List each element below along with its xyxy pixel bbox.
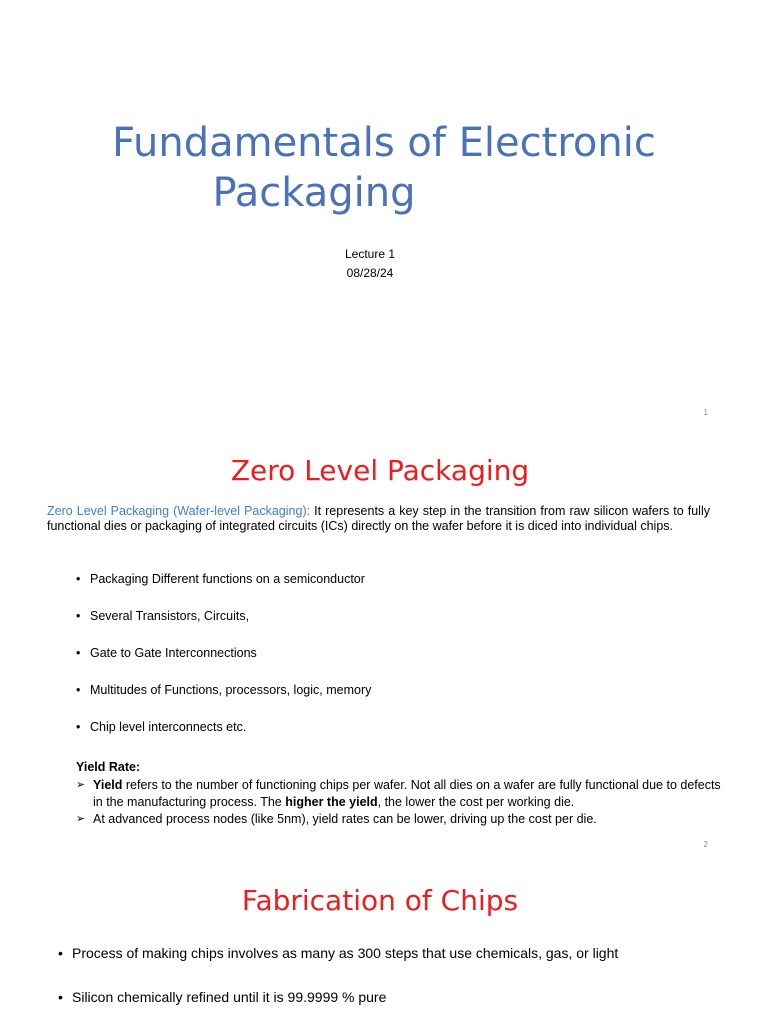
- list-item: ➢ At advanced process nodes (like 5nm), yield rates can be lower, driving up the cost per die.: [76, 812, 597, 826]
- bullet-icon: •: [76, 720, 81, 734]
- arrow-bullet-icon: ➢: [76, 779, 86, 791]
- bullet-icon: •: [76, 646, 81, 660]
- yield-heading: Yield Rate:: [76, 760, 141, 774]
- page-number: 1: [703, 408, 708, 417]
- bullet-icon: •: [76, 683, 81, 697]
- lecture-label: Lecture 1: [344, 247, 396, 261]
- bullet-icon: •: [76, 609, 81, 623]
- slide-1-title: [0, 118, 768, 218]
- list-item: • Process of making chips involves as many as 300 steps that use chemicals, gas, or light: [58, 945, 619, 961]
- list-item: • Chip level interconnects etc.: [76, 720, 247, 734]
- slide-1: [0, 0, 768, 428]
- arrow-bullet-icon: ➢: [76, 813, 86, 825]
- slide-3-title: Fabrication of Chips: [241, 884, 519, 917]
- yield-list: [76, 777, 721, 828]
- list-item: • Gate to Gate Interconnections: [76, 646, 257, 660]
- lecture-date: 08/28/24: [346, 266, 394, 280]
- bullet-list: [58, 944, 618, 1032]
- bullet-icon: •: [76, 572, 81, 586]
- intro-lead: Zero Level Packaging (Wafer-level Packaging):: [47, 504, 311, 518]
- slide-2: [0, 428, 768, 858]
- list-item: ➢ Yield refers to the number of functioning chips per wafer. Not all dies on a wafer are fully functional due to defects in the manufacturing process. The higher the yield, the lower the cost per working die.: [76, 778, 721, 809]
- list-item: • Multitudes of Functions, processors, logic, memory: [76, 683, 372, 697]
- page-number: 2: [703, 840, 708, 849]
- slide-2-title: Zero Level Packaging: [230, 454, 530, 487]
- bullet-list: [76, 572, 371, 757]
- list-item: • Packaging Different functions on a semiconductor: [76, 572, 365, 586]
- bullet-icon: •: [58, 945, 63, 961]
- title-line-2: Packaging: [212, 170, 416, 216]
- title-line-1: Fundamentals of Electronic: [112, 120, 656, 166]
- slide-3: [0, 858, 768, 1024]
- intro-paragraph: [47, 504, 710, 534]
- list-item: • Silicon chemically refined until it is 99.9999 % pure: [58, 989, 387, 1005]
- list-item: • Several Transistors, Circuits,: [76, 609, 250, 623]
- intro-text: It represents a key step in the transition from raw silicon wafers to fully functional dies or packaging of integrated circuits (ICs) directly on the wafer before it is diced into individual chips.: [47, 504, 710, 533]
- bullet-icon: •: [58, 989, 63, 1005]
